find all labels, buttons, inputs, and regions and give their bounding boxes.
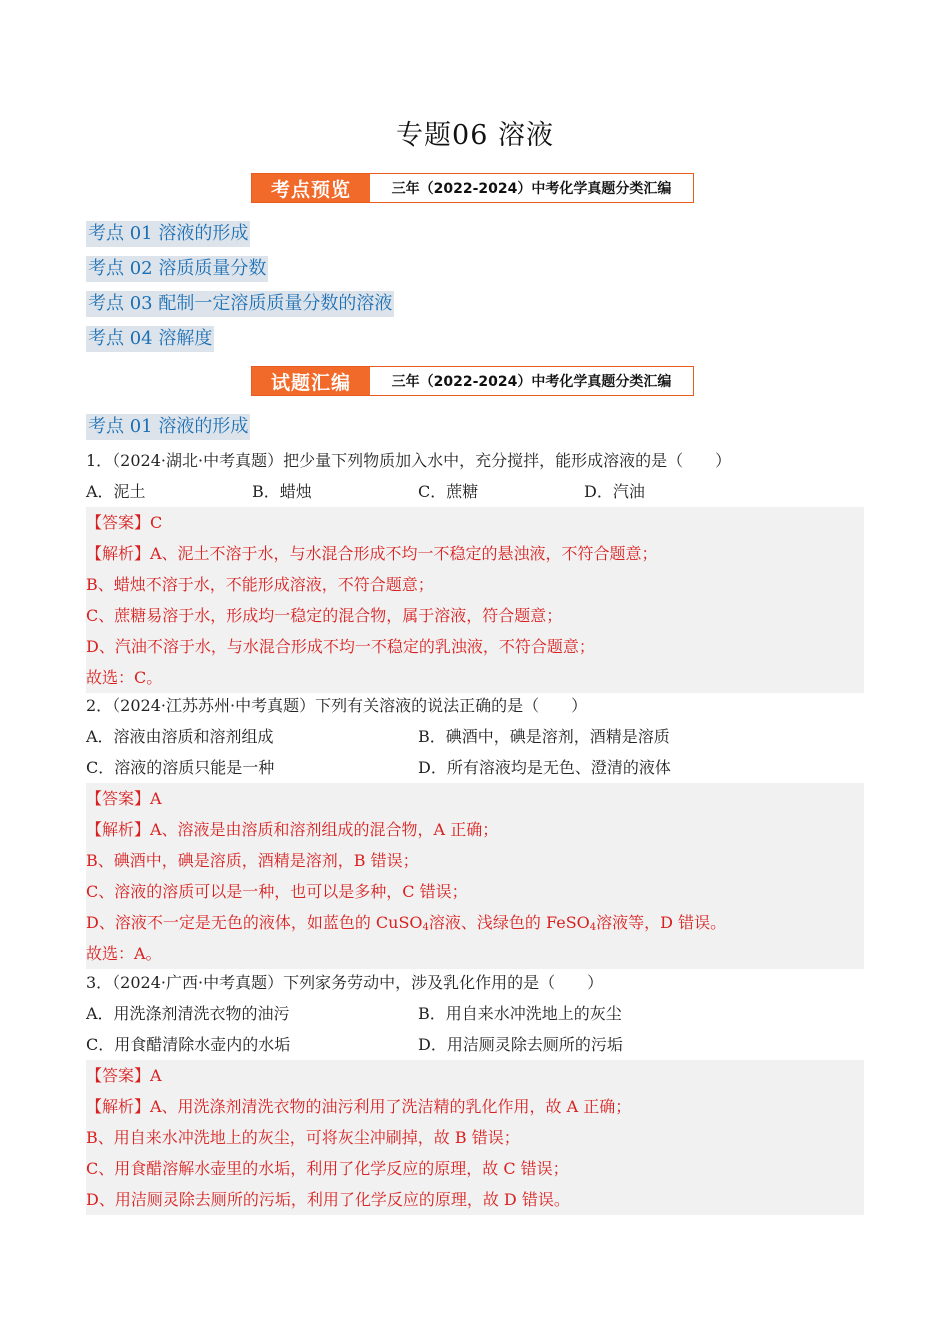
option-c: C．用食醋清除水壶内的水垢	[86, 1035, 291, 1054]
option-b: B．碘酒中，碘是溶剂，酒精是溶质	[418, 727, 670, 746]
answer-box	[86, 783, 864, 969]
subscript: 4	[422, 922, 429, 933]
banner-subtitle: 三年（2022-2024）中考化学真题分类汇编	[391, 181, 672, 197]
toc-item-1[interactable]: 考点 01 溶液的形成	[86, 221, 250, 247]
option-a: A．用洗涤剂清洗衣物的油污	[86, 1004, 290, 1023]
answer-line: 【答案】A	[86, 789, 162, 808]
banner-tag: 考点预览	[252, 174, 370, 202]
question-3	[86, 967, 864, 1215]
question-stem: 3．（2024·广西·中考真题）下列家务劳动中，涉及乳化作用的是（ ）	[86, 973, 604, 992]
question-options	[86, 998, 864, 1029]
option-b: B．用自来水冲洗地上的灰尘	[418, 1004, 622, 1023]
option-d: D．汽油	[584, 482, 645, 501]
option-c: C．溶液的溶质只能是一种	[86, 758, 275, 777]
question-stem: 1．（2024·湖北·中考真题）把少量下列物质加入水中，充分搅拌，能形成溶液的是（ ）	[86, 451, 732, 470]
analysis-line: C、用食醋溶解水壶里的水垢，利用了化学反应的原理，故 C 错误；	[86, 1159, 569, 1178]
subscript: 4	[589, 922, 597, 933]
answer-line: 【答案】C	[86, 513, 163, 532]
question-options	[86, 1029, 864, 1060]
toc-item-2[interactable]: 考点 02 溶质质量分数	[86, 256, 268, 282]
analysis-line: D、用洁厕灵除去厕所的污垢，利用了化学反应的原理，故 D 错误。	[86, 1190, 570, 1209]
option-a: A．泥土	[86, 482, 146, 501]
analysis-conclusion: 故选：A。	[86, 944, 162, 963]
toc-item-4[interactable]: 考点 04 溶解度	[86, 326, 214, 352]
option-c: C．蔗糖	[418, 482, 479, 501]
analysis-line: B、蜡烛不溶于水，不能形成溶液，不符合题意；	[86, 575, 434, 594]
analysis-text: 溶液、浅绿色的 FeSO	[428, 913, 590, 932]
page-title: 专题06 溶液	[396, 120, 554, 151]
analysis-text: D、溶液不一定是无色的液体，如蓝色的 CuSO	[86, 913, 423, 932]
analysis-line: 【解析】A、泥土不溶于水，与水混合形成不均一不稳定的悬浊液，不符合题意；	[86, 544, 658, 563]
analysis-line: B、用自来水冲洗地上的灰尘，可将灰尘冲刷掉，故 B 错误；	[86, 1128, 520, 1147]
option-b: B．蜡烛	[252, 482, 312, 501]
analysis-line	[86, 907, 864, 938]
question-options	[86, 476, 864, 507]
option-d: D．用洁厕灵除去厕所的污垢	[418, 1035, 623, 1054]
banner-tag: 试题汇编	[252, 367, 370, 395]
analysis-text: 溶液等，D 错误。	[596, 913, 727, 932]
answer-line: 【答案】A	[86, 1066, 162, 1085]
option-a: A．溶液由溶质和溶剂组成	[86, 727, 274, 746]
analysis-line: C、溶液的溶质可以是一种，也可以是多种，C 错误；	[86, 882, 468, 901]
preview-banner	[251, 173, 694, 203]
exercise-banner	[251, 366, 694, 396]
question-stem: 2．（2024·江苏苏州·中考真题）下列有关溶液的说法正确的是（ ）	[86, 696, 588, 715]
analysis-line: B、碘酒中，碘是溶质，酒精是溶剂，B 错误；	[86, 851, 419, 870]
section-heading: 考点 01 溶液的形成	[86, 414, 250, 440]
analysis-conclusion: 故选：C。	[86, 668, 163, 687]
toc-item-3[interactable]: 考点 03 配制一定溶质质量分数的溶液	[86, 291, 394, 317]
analysis-line: 【解析】A、用洗涤剂清洗衣物的油污利用了洗洁精的乳化作用，故 A 正确；	[86, 1097, 632, 1116]
analysis-line: C、蔗糖易溶于水，形成均一稳定的混合物，属于溶液，符合题意；	[86, 606, 563, 625]
option-d: D．所有溶液均是无色、澄清的液体	[418, 758, 671, 777]
analysis-line: D、汽油不溶于水，与水混合形成不均一不稳定的乳浊液，不符合题意；	[86, 637, 595, 656]
banner-subtitle: 三年（2022-2024）中考化学真题分类汇编	[391, 374, 672, 390]
answer-box	[86, 1060, 864, 1215]
analysis-line: 【解析】A、溶液是由溶质和溶剂组成的混合物，A 正确；	[86, 820, 499, 839]
question-options	[86, 752, 864, 783]
question-2	[86, 690, 864, 969]
question-1	[86, 445, 864, 693]
answer-box	[86, 507, 864, 693]
question-options	[86, 721, 864, 752]
